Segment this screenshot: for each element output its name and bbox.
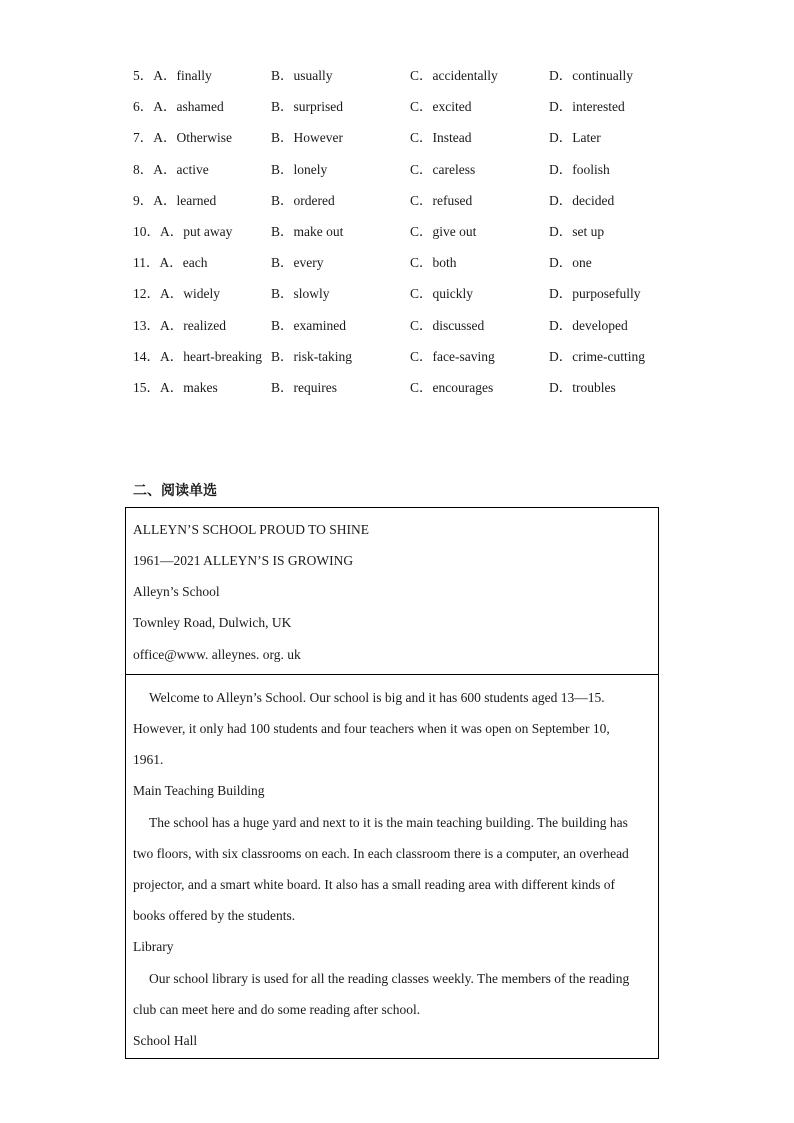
- passage-line: Our school library is used for all the reading classes weekly. The members of the reading: [149, 971, 630, 986]
- option-a: 6．A．ashamed: [133, 99, 224, 115]
- passage-line: Welcome to Alleyn’s School. Our school is big and it has 600 students aged 13—15.: [149, 690, 605, 705]
- option-a: 15．A．makes: [133, 379, 218, 395]
- passage-line: The school has a huge yard and next to it is the main teaching building. The building has: [149, 815, 628, 830]
- option-c: C．both: [410, 255, 457, 271]
- option-a: 14．A．heart-breaking: [133, 348, 262, 364]
- option-b: B．usually: [271, 68, 333, 83]
- option-row-12: [133, 284, 673, 315]
- option-a: 5．A．finally: [133, 68, 212, 83]
- passage-line: books offered by the students.: [133, 908, 296, 923]
- option-d: D．set up: [549, 223, 605, 239]
- subheading-main-building: Main Teaching Building: [133, 783, 265, 798]
- option-row-13: [133, 316, 673, 347]
- option-b: B．every: [271, 255, 324, 271]
- option-row-14: [133, 347, 673, 378]
- school-slogan: ALLEYN’S SCHOOL PROUD TO SHINE: [133, 522, 370, 537]
- subheading-library: Library: [133, 939, 174, 954]
- option-d: D．one: [549, 255, 592, 271]
- option-c: C．quickly: [410, 286, 473, 302]
- option-b: B．ordered: [271, 192, 335, 208]
- option-d: D．developed: [549, 317, 628, 333]
- option-a: 8．A．active: [133, 161, 209, 177]
- option-b: B．requires: [271, 379, 337, 395]
- option-row-8: [133, 160, 673, 191]
- option-d: D．purposefully: [549, 286, 641, 302]
- option-row-11: [133, 253, 673, 284]
- option-b: B．examined: [271, 317, 346, 333]
- option-a: 12．A．widely: [133, 286, 220, 302]
- option-c: C．give out: [410, 223, 477, 239]
- option-c: C．accidentally: [410, 68, 498, 83]
- option-d: D．continually: [549, 68, 633, 83]
- option-a: 10．A．put away: [133, 223, 233, 239]
- option-c: C．face-saving: [410, 348, 495, 364]
- option-d: D．crime-cutting: [549, 348, 645, 364]
- passage-line: projector, and a smart white board. It also has a small reading area with different kinds of: [133, 877, 616, 892]
- option-a: 9．A．learned: [133, 192, 217, 208]
- option-c: C．excited: [410, 99, 472, 115]
- option-a: 11．A．each: [133, 255, 208, 271]
- school-email: office@www. alleynes. org. uk: [133, 647, 301, 662]
- option-b: B．lonely: [271, 161, 328, 177]
- reading-passage-box: [125, 507, 659, 1059]
- option-a: 13．A．realized: [133, 317, 226, 333]
- school-years: 1961—2021 ALLEYN’S IS GROWING: [133, 553, 354, 568]
- passage-line: However, it only had 100 students and four teachers when it was open on September 10,: [133, 721, 610, 736]
- school-name: Alleyn’s School: [133, 584, 220, 599]
- option-d: D．troubles: [549, 379, 616, 395]
- option-d: D．Later: [549, 130, 601, 146]
- option-b: B．make out: [271, 223, 344, 239]
- option-b: B．However: [271, 130, 343, 146]
- option-b: B．risk-taking: [271, 348, 352, 364]
- option-c: C．discussed: [410, 317, 485, 333]
- option-c: C．refused: [410, 192, 473, 208]
- option-row-9: [133, 191, 673, 222]
- section-title: 二、阅读单选: [133, 483, 217, 499]
- option-c: C．Instead: [410, 130, 472, 146]
- answer-options: [133, 66, 673, 409]
- option-d: D．foolish: [549, 161, 610, 177]
- option-a: 7．A．Otherwise: [133, 130, 232, 146]
- option-row-15: [133, 378, 673, 409]
- option-b: B．slowly: [271, 286, 330, 302]
- option-d: D．interested: [549, 99, 625, 115]
- school-address: Townley Road, Dulwich, UK: [133, 615, 292, 630]
- option-row-5: [133, 66, 673, 97]
- option-row-7: [133, 128, 673, 159]
- passage-line: two floors, with six classrooms on each. In each classroom there is a computer, an overhead: [133, 846, 629, 861]
- option-c: C．careless: [410, 161, 476, 177]
- option-d: D．decided: [549, 192, 615, 208]
- option-row-10: [133, 222, 673, 253]
- passage-line: 1961.: [133, 752, 164, 767]
- subheading-school-hall: School Hall: [133, 1033, 198, 1048]
- school-header: [126, 508, 658, 675]
- option-c: C．encourages: [410, 379, 494, 395]
- option-b: B．surprised: [271, 99, 343, 115]
- option-row-6: [133, 97, 673, 128]
- passage-line: club can meet here and do some reading after school.: [133, 1002, 421, 1017]
